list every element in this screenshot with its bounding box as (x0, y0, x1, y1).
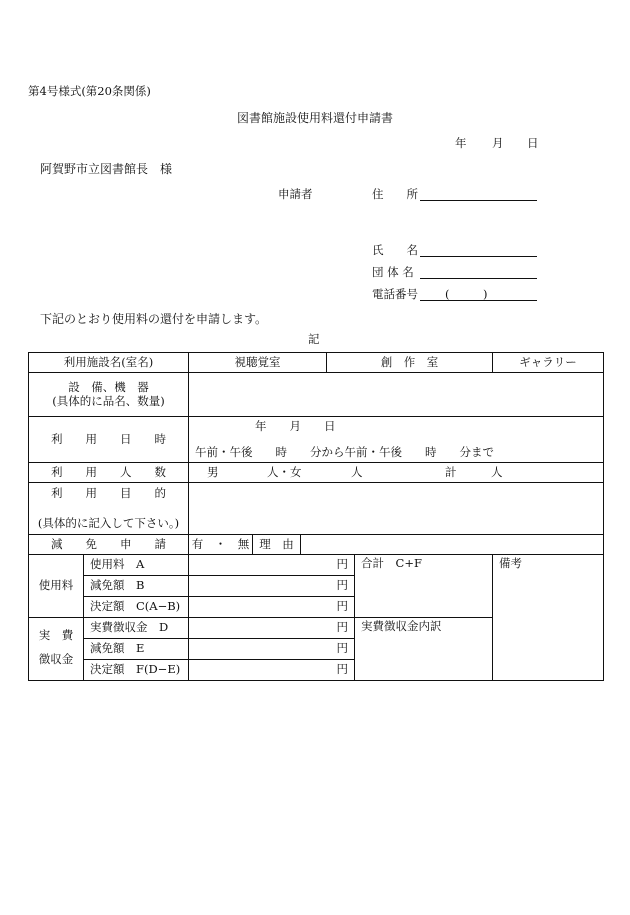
purpose-field[interactable] (189, 483, 604, 535)
reduction-label: 減 免 申 請 (29, 535, 189, 555)
people-person: 人 (351, 465, 363, 479)
purpose-label (29, 483, 189, 535)
reduction-reason-field[interactable] (301, 535, 604, 555)
equipment-field[interactable] (189, 373, 604, 417)
actual-amount-e[interactable]: 円 (189, 639, 355, 660)
actual-row-label: 実費徴収金 D (84, 618, 189, 639)
fee-row-label: 決定額 C(A−B) (84, 597, 189, 618)
fee-amount-c[interactable]: 円 (189, 597, 355, 618)
date-month: 月 (492, 136, 504, 150)
phone-field-line[interactable] (420, 300, 537, 301)
date-day: 日 (527, 136, 539, 150)
name-field-line[interactable] (420, 256, 537, 257)
actual-group-label (29, 618, 84, 681)
fee-row-label: 減免額 B (84, 576, 189, 597)
form-number: 第4号様式(第20条関係) (28, 84, 151, 98)
statement: 下記のとおり使用料の還付を申請します。 (40, 312, 268, 326)
phone-label: 電話番号 (372, 287, 418, 301)
datetime-field[interactable] (189, 417, 604, 463)
actual-breakdown-cell[interactable]: 実費徴収金内訳 (355, 618, 493, 681)
datetime-label: 利 用 日 時 (29, 417, 189, 463)
remarks-cell[interactable]: 備考 (493, 555, 604, 681)
equipment-label-line1: 設 備、機 器 (68, 379, 149, 394)
ki-label: 記 (308, 332, 320, 346)
datetime-ymd: 年 月 日 (255, 419, 336, 433)
purpose-label-line2: (具体的に記入して下さい。) (37, 516, 180, 530)
org-label: 団 体 名 (372, 265, 414, 279)
equipment-label (29, 373, 189, 417)
reduction-reason-label: 理 由 (253, 535, 301, 555)
actual-row-label: 減免額 E (84, 639, 189, 660)
equipment-label-line2: (具体的に品名、数量) (52, 394, 165, 408)
people-label: 利 用 人 数 (29, 463, 189, 483)
purpose-label-line1: 利 用 目 的 (51, 486, 166, 500)
people-total: 計 (445, 465, 457, 479)
fee-group-label: 使用料 (29, 555, 84, 618)
applicant-label: 申請者 (278, 187, 313, 201)
address-field-line[interactable] (420, 200, 537, 201)
fee-row-label: 使用料 A (84, 555, 189, 576)
people-female: 人・女 (267, 465, 302, 479)
date-year: 年 (455, 136, 467, 150)
reduction-choice[interactable]: 有 ・ 無 (189, 535, 253, 555)
datetime-time: 午前・午後 時 分から午前・午後 時 分まで (195, 445, 495, 459)
people-field[interactable] (189, 463, 604, 483)
actual-group-line1: 実 費 (38, 628, 74, 642)
actual-amount-d[interactable]: 円 (189, 618, 355, 639)
name-label: 氏 名 (372, 243, 418, 257)
addressee: 阿賀野市立図書館長 様 (40, 162, 173, 176)
fee-amount-b[interactable]: 円 (189, 576, 355, 597)
org-field-line[interactable] (420, 278, 537, 279)
facility-gallery[interactable]: ギャラリー (493, 353, 604, 373)
fee-amount-a[interactable]: 円 (189, 555, 355, 576)
actual-amount-f[interactable]: 円 (189, 660, 355, 681)
phone-paren-open: ( (445, 287, 450, 301)
phone-paren-close: ) (483, 287, 488, 301)
facility-creative-room[interactable]: 創 作 室 (327, 353, 493, 373)
address-label: 住 所 (372, 187, 418, 201)
facility-label: 利用施設名(室名) (29, 353, 189, 373)
facility-audiovisual[interactable]: 視聴覚室 (189, 353, 327, 373)
actual-group-line2: 徴収金 (38, 652, 74, 666)
application-table (28, 352, 604, 681)
page-title: 図書館施設使用料還付申請書 (236, 111, 393, 125)
actual-row-label: 決定額 F(D−E) (84, 660, 189, 681)
people-male: 男 (207, 465, 219, 479)
people-total-unit: 人 (491, 465, 503, 479)
total-cell[interactable]: 合計 C+F (355, 555, 493, 618)
